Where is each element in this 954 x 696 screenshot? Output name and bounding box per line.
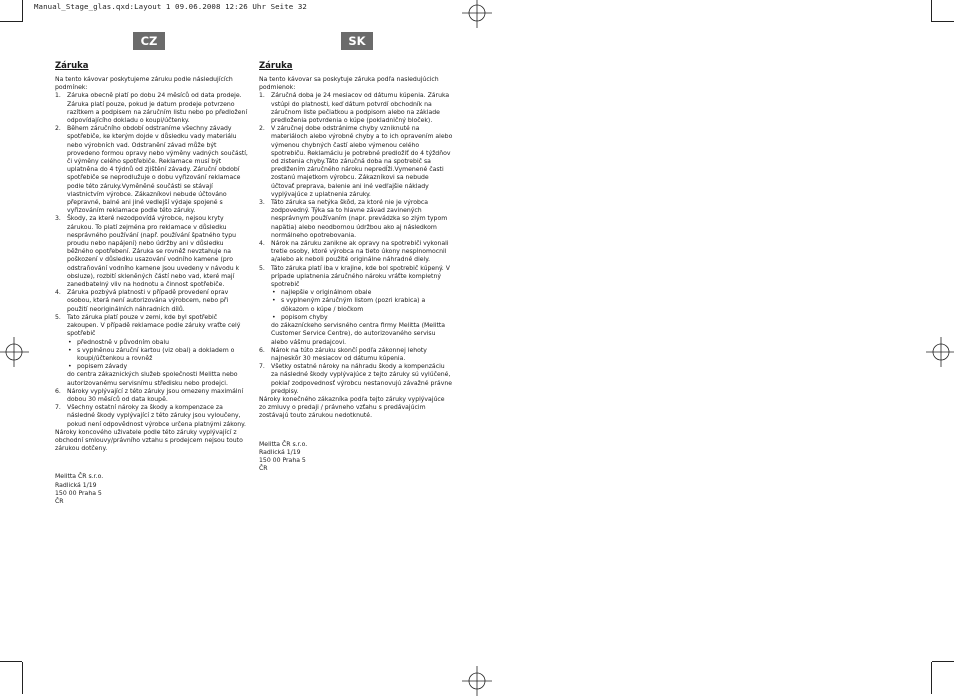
- registration-mark-icon: [462, 666, 492, 696]
- bullet-item: • najlepšie v originálnom obale: [271, 289, 453, 297]
- registration-mark-icon: [926, 337, 954, 367]
- crop-mark: [931, 0, 932, 22]
- language-badge-cz: CZ: [133, 32, 165, 50]
- bullet-item: • popisom chyby: [271, 314, 453, 322]
- crop-mark: [22, 0, 23, 22]
- registration-mark-icon: [462, 0, 492, 28]
- crop-mark: [932, 21, 954, 22]
- crop-mark: [932, 661, 954, 662]
- section-title: Záruka: [55, 61, 89, 71]
- bullet-item: • s vyplněnou záruční kartou (viz obal) a dokladem o koupi/účtenkou a rovněž: [67, 347, 248, 363]
- list-item: 2. Během záručního období odstraníme všechny závady spotřebiče, ke kterým dojde v důsledku vady materiálu nebo výrobních vad. Odstranění závad může být provedeno formou opravy nebo výměny vadných součástí, či výměny celého spotřebiče. Reklamace musí být uplatněna do 4 týdnů od zjištění závady. Záruční období spotřebiče se neprodlužuje o dobu vyřizování reklamace podle této záruky.Vyměněné součásti se stávají vlastnictvím výrobce. Zákazníkovi nebude účtováno přepravné, balné ani jiné vedlejší výdaje spojené s vyřizováním reklamace podle této záruky.: [55, 125, 248, 215]
- bullet-list: [67, 339, 248, 372]
- terms-list: [55, 92, 248, 428]
- list-item: 1. Záruka obecně platí po dobu 24 měsíců od data prodeje. Záruka platí pouze, pokud je datum prodeje potvrzeno razítkem a podpisem na záručním listu nebo po předložení odpovídajícího dokladu o koupi/účtenky.: [55, 92, 248, 125]
- section-title: Záruka: [259, 61, 293, 71]
- list-item: 4. Nárok na záruku zaniknе ak opravy na spotrebiči vykonali tretie osoby, ktoré výrobca na tieto úkony nesplnomocnil a/alebo ak neboli použité originálne náhradné diely.: [259, 240, 449, 264]
- list-item: 6. Nároky vyplývající z této záruky jsou omezeny maximální dobou 30 měsíců od data koupě.: [55, 387, 244, 403]
- closing-text: Nároky koncového uživatele podle této záruky vyplývající z obchodní smlouvy/právního vztahu s prodejcem nejsou touto zárukou dotčeny.: [55, 428, 243, 453]
- list-item: 6. Nárok na túto záruku skončí podľa zákonnej lehoty najneskôr 30 mesiacov od dátumu kúpenia.: [259, 346, 427, 362]
- list-item: 2. V záručnej dobe odstránime chyby vzniknuté na materiáloch alebo výrobné chyby a to ich opravením alebo výmenou chybných častí alebo výmenou celého spotrebiču. Reklamáciu je potrebné predložiť do 4 týždňov od zistenia chyby.Táto záručná doba na spotrebič sa predlžením záručného nároku nepredĺži.Vymenené časti zostanú majetkom výrobcu. Zákazníkovi sa nebude účtovať preprava, balenie ani iné vedľajšie náklady vyplývajúce z uplatnenia záruky.: [259, 125, 453, 198]
- list-item: 7. Všetky ostatné nároky na náhradu škody a kompenzáciu za následné škody vyplývajúce z tejto záruky sú vylúčené, pokiaľ zodpovednosť výrobcu nestanovujú závažné právne predpisy.: [259, 363, 452, 395]
- after-bullets-text: do centra zákaznických služeb společnosti Melitta nebo autorizovanému servisnímu středisku nebo prodejci.: [67, 371, 238, 387]
- closing-text: Nároky konečného zákazníka podľa tejto záruky vyplývajúce zo zmluvy o predaji / právneho vzťahu s predávajúcim zostávajú touto zárukou nedotknuté.: [259, 395, 445, 420]
- crop-mark: [0, 21, 22, 22]
- list-item: 3. Táto záruka sa netýka škôd, za ktoré nie je výrobca zodpovedný. Týka sa to hlavne závad zavinených nesprávnym používaním (napr. prevádzka so zlým typom napätia) alebo neodbornou údržbou ako aj následkom normálneho opotrebovania.: [259, 199, 448, 239]
- warranty-column-sk: [259, 61, 453, 473]
- bullet-item: • přednostně v původním obalu: [67, 339, 248, 347]
- intro-text: Na tento kávovar poskytujeme záruku podle následujících podmínek:: [55, 76, 233, 92]
- registration-mark-icon: [0, 337, 29, 367]
- list-item: 5. Táto záruka platí iba v krajine, kde bol spotrebič kúpený. V prípade uplatnenia záručného nároku vráťte kompletný spotrebič • najlepšie v originálnom obale • s vyplneným záručným listom (pozri krabica) a dôkazom o kúpe / bločkom • popisom chyby do zákazníckeho servisného centra firmy Melitta (Melitta Customer Service Centre), do autorizovaného servisu alebo vášmu predajcovi.: [259, 265, 453, 347]
- list-item: 3. Škody, za které nezodpovídá výrobce, nejsou kryty zárukou. To platí zejména pro reklamace v důsledku nesprávného používání (např. používání špatného typu proudu nebo napájení) nebo údržby ani v důsledku běžného opotřebení. Záruka se rovněž nevztahuje na poškození v důsledku usazování vodního kamene (pro odstraňování vodního kamene jsou uvedeny v návodu k obsluze), rozbití skleněných částí nebo vad, které mají zanedbatelný vliv na hodnotu a činnost spotřebiče.: [55, 215, 240, 289]
- bullet-item: • s vyplneným záručným listom (pozri krabica) a dôkazom o kúpe / bločkom: [271, 297, 453, 313]
- address-block: Melitta ČR s.r.o. Radlická 1/19 150 00 Praha 5 ČR: [259, 440, 308, 473]
- crop-mark: [0, 661, 22, 662]
- bullet-item: • popisem závady: [67, 363, 248, 371]
- bullet-list: [271, 289, 453, 322]
- terms-list: [259, 92, 453, 396]
- warranty-column-cz: [55, 61, 248, 506]
- after-bullets-text: do zákazníckeho servisného centra firmy Melitta (Melitta Customer Service Centre), do autorizovaného servisu alebo vášmu predajcovi.: [271, 322, 446, 346]
- list-item: 1. Záručná doba je 24 mesiacov od dátumu kúpenia. Záruka vstúpi do platnosti, keď dátum potvrdí obchodník na záručnom liste pečiatkou a podpisom alebo na základe predloženia potvrdenia o kúpe (pokladničný bloček).: [259, 92, 450, 125]
- language-badge-sk: SK: [341, 32, 373, 50]
- list-item: 4. Záruka pozbývá platnosti v případě provedení oprav osobou, která není autorizována výrobcem, nebo při použití neoriginálních náhradních dílů.: [55, 289, 229, 313]
- file-slug-header: Manual_Stage_glas.qxd:Layout 1 09.06.2008 12:26 Uhr Seite 32: [34, 2, 307, 11]
- list-item: 5. Tato záruka platí pouze v zemi, kde byl spotřebič zakoupen. V případě reklamace podle záruky vraťte celý spotřebič • přednostně v původním obalu • s vyplněnou záruční kartou (viz obal) a dokladem o koupi/účtenkou a rovněž • popisem závady do centra zákaznických služeb společnosti Melitta nebo autorizovanému servisnímu středisku nebo prodejci.: [55, 314, 248, 388]
- address-block: Melitta ČR s.r.o. Radlická 1/19 150 00 Praha 5 ČR: [55, 473, 104, 505]
- crop-mark: [22, 662, 23, 694]
- list-item: 7. Všechny ostatní nároky za škody a kompenzace za následné škody vyplývající z této záruky jsou vyloučeny, pokud není odpovědnost výrobce určena platnými zákony.: [55, 404, 246, 428]
- crop-mark: [931, 662, 932, 694]
- intro-text: Na tento kávovar sa poskytuje záruka podľa nasledujúcich podmienok:: [259, 76, 439, 92]
